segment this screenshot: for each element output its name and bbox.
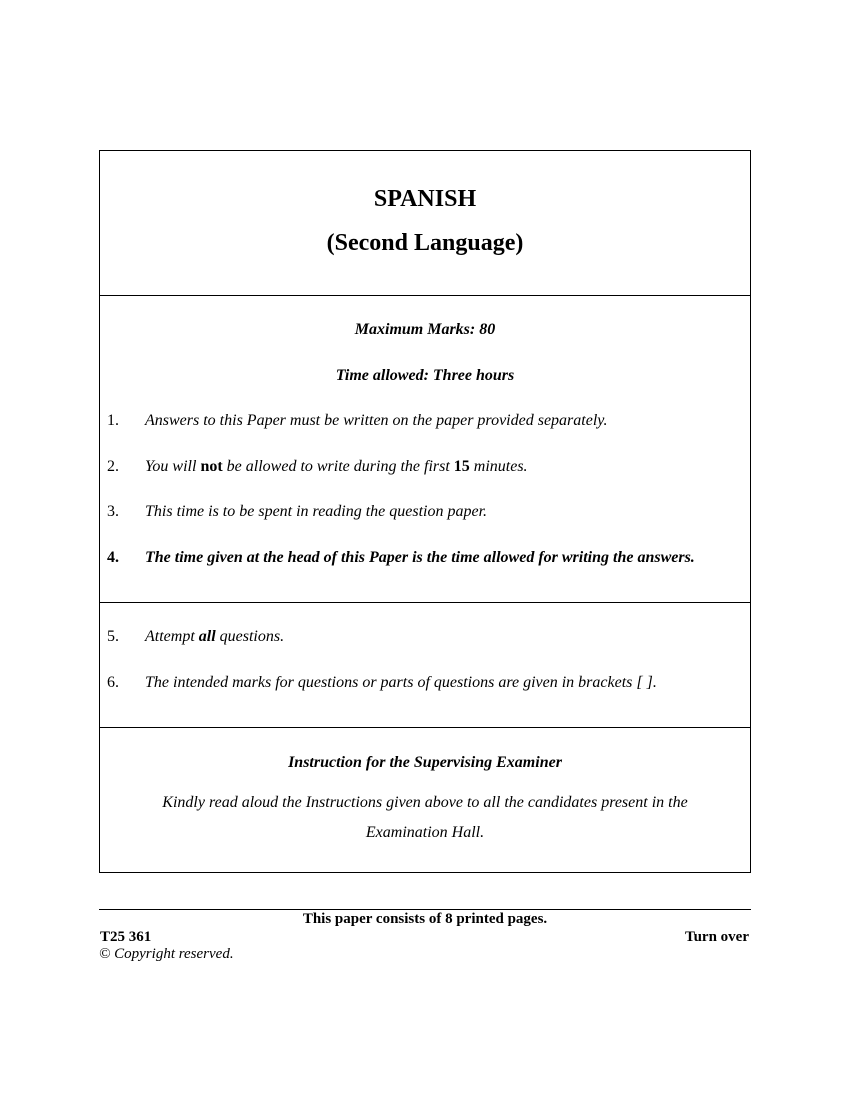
page-count-note: This paper consists of 8 printed pages. bbox=[302, 911, 548, 927]
instruction-number: 2. bbox=[107, 458, 119, 475]
instruction-item-3 bbox=[107, 503, 740, 521]
attempt-section bbox=[100, 603, 750, 728]
copyright-note: © Copyright reserved. bbox=[99, 946, 234, 962]
instruction-text-part: You will bbox=[145, 458, 201, 475]
general-instructions-section bbox=[100, 296, 750, 603]
instruction-text: The intended marks for questions or parts of questions are given in brackets [ ]. bbox=[145, 674, 657, 691]
instruction-text-part: questions. bbox=[215, 628, 285, 645]
instruction-text-part: Attempt bbox=[145, 628, 199, 645]
instruction-item-4 bbox=[107, 549, 740, 567]
instruction-emphasis: 15 bbox=[453, 458, 470, 475]
instruction-text-part: minutes. bbox=[469, 458, 528, 475]
supervisor-heading: Instruction for the Supervising Examiner bbox=[288, 754, 562, 771]
turn-over-note: Turn over bbox=[684, 929, 749, 945]
subject-subtitle: (Second Language) bbox=[326, 230, 524, 256]
instruction-item-5 bbox=[107, 628, 740, 646]
instruction-number: 6. bbox=[107, 674, 119, 691]
instruction-text: This time is to be spent in reading the question paper. bbox=[145, 503, 488, 520]
instruction-number: 3. bbox=[107, 503, 119, 520]
instruction-number: 1. bbox=[107, 412, 119, 429]
supervisor-section bbox=[100, 728, 750, 872]
instruction-item-6 bbox=[107, 674, 740, 692]
subject-title: SPANISH bbox=[373, 186, 477, 212]
instruction-emphasis: all bbox=[198, 628, 216, 645]
instruction-item-2 bbox=[107, 458, 740, 476]
title-section bbox=[100, 151, 750, 296]
supervisor-text: Kindly read aloud the Instructions given above to all the candidates present in the Examination Hall. bbox=[162, 794, 688, 841]
instruction-text-part: be allowed to write during the first bbox=[222, 458, 454, 475]
instruction-item-1 bbox=[107, 412, 740, 430]
footer-divider bbox=[99, 909, 751, 910]
instruction-text: The time given at the head of this Paper is the time allowed for writing the answers. bbox=[145, 549, 695, 566]
instruction-number: 4. bbox=[107, 549, 119, 566]
maximum-marks: Maximum Marks: 80 bbox=[354, 321, 496, 338]
instruction-emphasis: not bbox=[200, 458, 223, 475]
time-allowed: Time allowed: Three hours bbox=[335, 367, 515, 384]
instruction-text: Answers to this Paper must be written on the paper provided separately. bbox=[145, 412, 608, 429]
instruction-number: 5. bbox=[107, 628, 119, 645]
paper-code: T25 361 bbox=[100, 929, 152, 945]
exam-cover-box bbox=[99, 150, 751, 873]
